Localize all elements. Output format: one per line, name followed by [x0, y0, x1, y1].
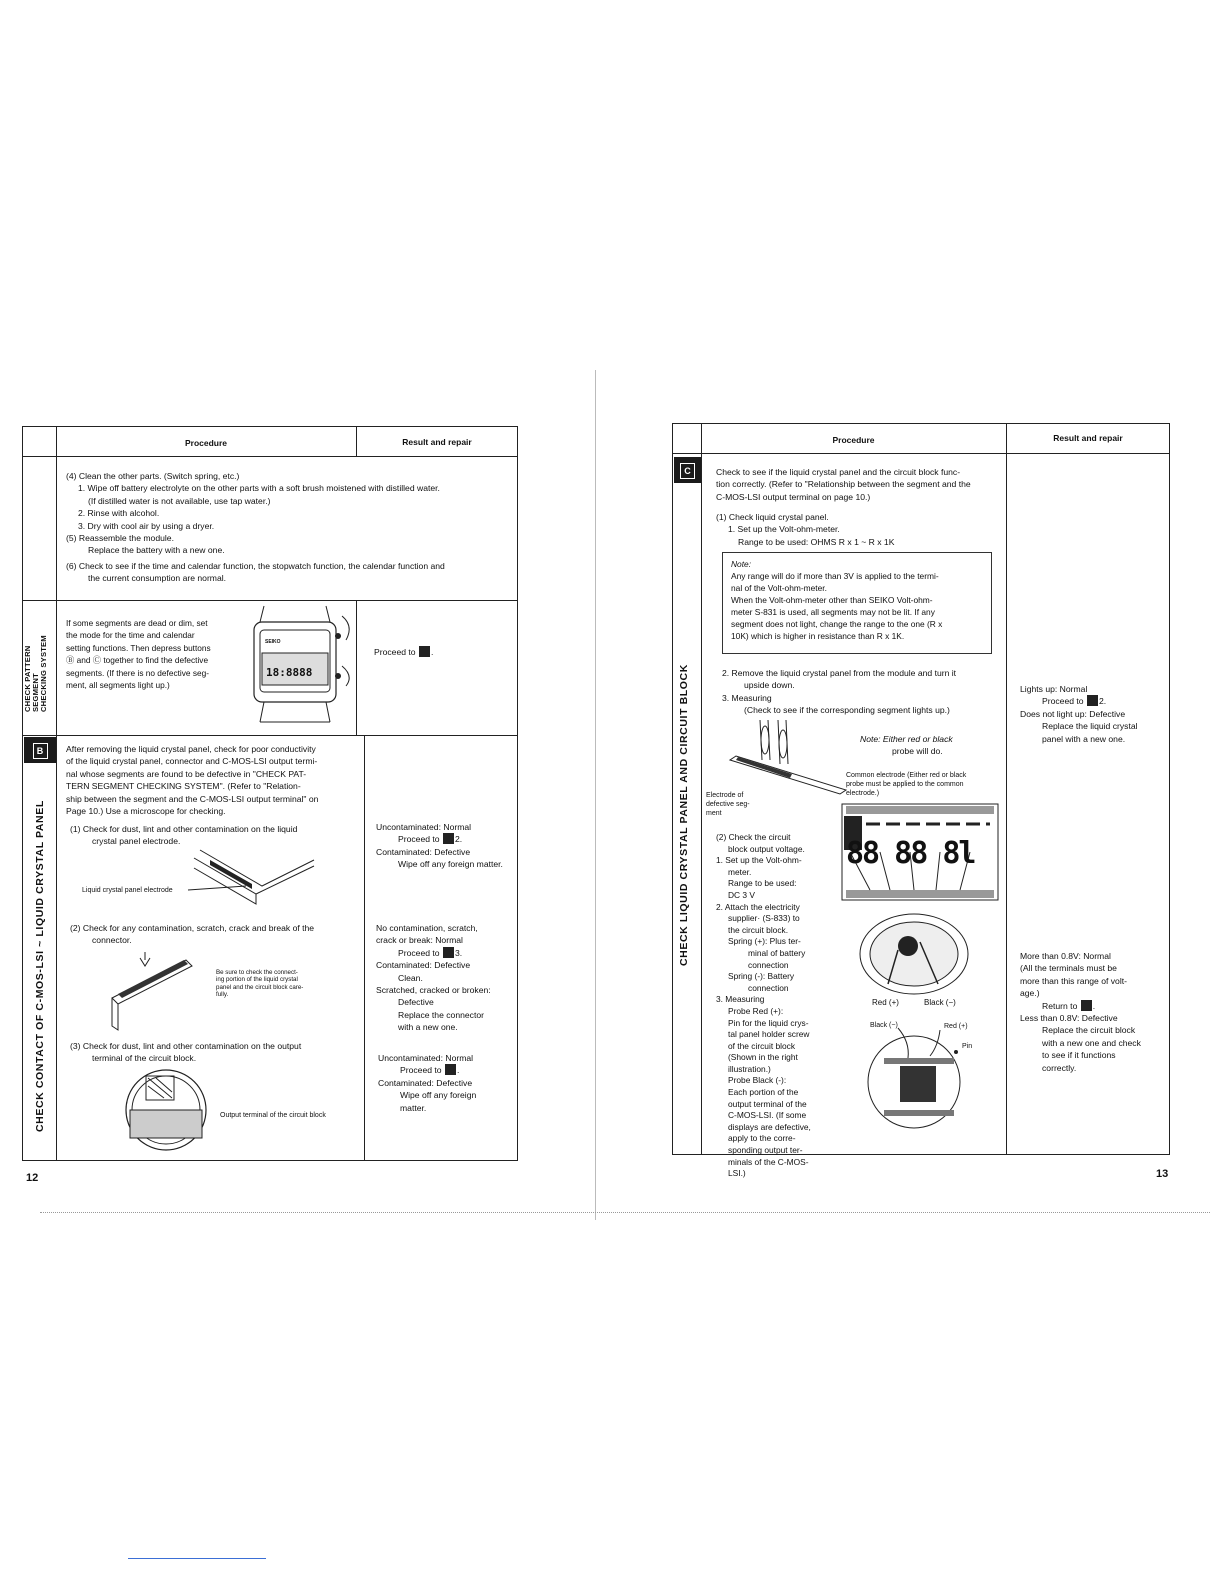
step-ref-icon [443, 833, 454, 844]
lcd-electrode-caption: Liquid crystal panel electrode [82, 887, 173, 894]
label-red-2: Red (+) [944, 1023, 968, 1030]
section-b-step3-result: Uncontaminated: Normal Proceed to . Contaminated: Defective Wipe off any foreign matter. [378, 1053, 477, 1113]
section-c-step2: (2) Check the circuit block output voltage. 1. Set up the Volt-ohm- meter. Range to be used: DC 3 V 2. Attach the electricity supplier· (S-833) to the circuit block. Spring (+): Plus ter- minal of battery connection Spring (-): Battery connection 3. Measuring Probe Red (+): Pin for the liquid crys- tal panel holder screw of the circuit block (Shown in the right illustration.) Probe Black (-): Each portion of the output terminal of the C-MOS-LSI. (If some displays are defective, apply to the corre- sponding output ter- minals of the C-MOS- LSI.) [716, 832, 811, 1179]
step-ref-icon [445, 1064, 456, 1075]
connector-caption: Be sure to check the connect- ing portion of the liquid crystal panel and the circuit block care- fully. [216, 969, 304, 999]
right-header-procedure: Procedure [832, 435, 875, 445]
module-illustration-top [858, 912, 978, 1000]
lcd-digits: 88 88 8l [846, 836, 975, 871]
probe-note: Note: Either red or black probe will do. [860, 734, 953, 757]
right-header-result: Result and repair [1053, 433, 1123, 443]
common-electrode-caption: Common electrode (Either red or black probe must be applied to the common electrode.) [846, 772, 967, 797]
section-c-step1-result: Lights up: Normal Proceed to 2. Does not light up: Defective Replace the liquid crystal panel with a new one. [1020, 684, 1138, 744]
section-c-step1: (1) Check liquid crystal panel. 1. Set up the Volt-ohm-meter. Range to be used: OHMS R x 1 ~ R x 1K [716, 512, 895, 547]
step-ref-icon [1081, 1000, 1092, 1011]
left-page-number: 12 [26, 1172, 39, 1184]
section-b-step2-result: No contamination, scratch, crack or break: Normal Proceed to 3. Contaminated: Defective Clean. Scratched, cracked or broken: Defective Replace the connector with a new one. [376, 923, 491, 1033]
section-c-step2-result: More than 0.8V: Normal (All the terminals must be more than this range of volt- age.) Return to . Less than 0.8V: Defective Replace the circuit block with a new one and check to see if it functions correctly. [1020, 951, 1141, 1073]
left-header-result: Result and repair [402, 437, 472, 447]
cleaning-steps: (4) Clean the other parts. (Switch spring, etc.) 1. Wipe off battery electrolyte on the other parts with a soft brush moistened with distilled water. (If distilled water is not available, use tap water.) 2. Rinse with alcohol. 3. Dry with cool air by using a dryer. (5) Reassemble the module. Replace the battery with a new one. (6) Check to see if the time and calendar function, the stopwatch function, the calendar function and the current consumption are normal. [66, 471, 445, 584]
step-ref-icon [419, 646, 430, 657]
lcd-electrode-illustration [190, 846, 320, 908]
section-b-label: CHECK CONTACT OF C-MOS-LSI ~ LIQUID CRYSTAL PANEL [34, 800, 46, 1132]
label-black-1: Black (−) [924, 998, 956, 1007]
circuit-block-illustration [116, 1066, 226, 1156]
check-pattern-text: If some segments are dead or dim, set the mode for the time and calendar setting functions. Then depress buttons Ⓑ and Ⓒ together to find the defective segments. (If there is no defective seg- ment, all segments light up.) [66, 618, 211, 691]
section-b-step1-result: Uncontaminated: Normal Proceed to 2. Contaminated: Defective Wipe off any foreign matter. [376, 822, 503, 870]
right-page-number: 13 [1156, 1168, 1169, 1180]
electrode-caption: Electrode of defective seg- ment [706, 792, 750, 817]
section-c-badge: C [674, 457, 701, 483]
label-black-2: Black (−) [870, 1022, 898, 1029]
connector-illustration [110, 952, 200, 1032]
bottom-underline [128, 1558, 266, 1559]
watch-display: 18:8888 [266, 666, 313, 679]
section-b-step1: (1) Check for dust, lint and other contamination on the liquid crystal panel electrode. [70, 824, 298, 847]
section-c-intro: Check to see if the liquid crystal panel and the circuit block func- tion correctly. (Refer to "Relationship between the segment and the C-MOS-LSI output terminal on page 10.) [716, 467, 971, 502]
label-red-1: Red (+) [872, 998, 899, 1007]
label-pin: Pin [962, 1043, 973, 1050]
section-b-intro: After removing the liquid crystal panel, check for poor conductivity of the liquid crystal panel, connector and C-MOS-LSI output termi- nal whose segments are found to be defective in "CHECK PAT- TERN SEGMENT CHECKING SYSTEM". (Refer to "Relation- ship between the segment and the C-MOS-LSI output terminal" on Page 10.) Use a microscope for checking. [66, 744, 319, 817]
circuit-block-caption: Output terminal of the circuit block [220, 1112, 326, 1119]
section-b-badge: B [24, 737, 56, 763]
section-b-step2: (2) Check for any contamination, scratch, crack and break of the connector. [70, 923, 315, 946]
volt-ohm-note: Note: Any range will do if more than 3V is applied to the termi- nal of the Volt-ohm-meter. When the Volt-ohm-meter other than SEIKO Volt-ohm- meter S-831 is used, all segments may not be lit. If any segment does not light, change the range to the one (R x 10K) which is higher in resistance than R x 1K. [722, 552, 992, 654]
probe-illustration [730, 720, 850, 800]
check-pattern-result: Proceed to . [374, 647, 434, 657]
section-c-step1b: 2. Remove the liquid crystal panel from the module and turn it upside down. 3. Measuring (Check to see if the corresponding segment lights up.) [722, 668, 957, 716]
step-ref-icon [443, 947, 454, 958]
watch-brand: SEIKO [265, 639, 281, 645]
check-pattern-label: CHECK PATTERN SEGMENT CHECKING SYSTEM [23, 635, 49, 712]
step-ref-icon [1087, 695, 1098, 706]
section-b-step3: (3) Check for dust, lint and other contamination on the output terminal of the circuit block. [70, 1041, 302, 1064]
section-c-label: CHECK LIQUID CRYSTAL PANEL AND CIRCUIT BLOCK [678, 664, 690, 966]
left-header-procedure: Procedure [184, 438, 228, 448]
